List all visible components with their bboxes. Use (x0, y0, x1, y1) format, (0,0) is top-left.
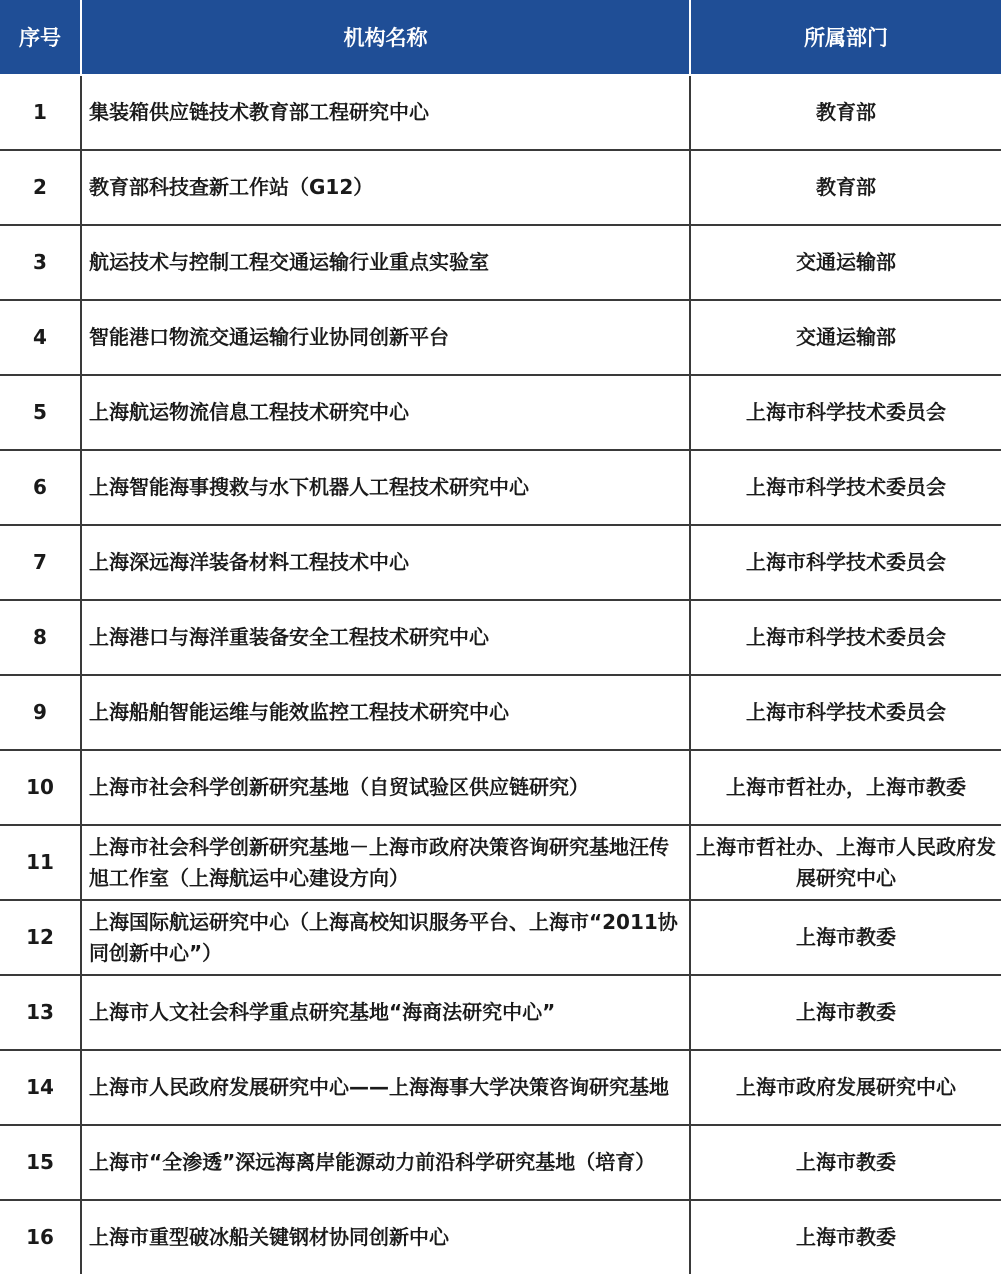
table-body (0, 75, 1001, 1274)
row-institution-name: 航运技术与控制工程交通运输行业重点实验室 (81, 225, 690, 300)
table-row (0, 150, 1001, 225)
row-seq: 4 (0, 300, 81, 375)
row-department: 上海市教委 (690, 1125, 1001, 1200)
row-institution-name: 上海船舶智能运维与能效监控工程技术研究中心 (81, 675, 690, 750)
table-row (0, 750, 1001, 825)
table-row (0, 975, 1001, 1050)
row-seq: 9 (0, 675, 81, 750)
row-seq: 13 (0, 975, 81, 1050)
table-row (0, 225, 1001, 300)
row-institution-name: 上海市人民政府发展研究中心——上海海事大学决策咨询研究基地 (81, 1050, 690, 1125)
row-department: 上海市科学技术委员会 (690, 600, 1001, 675)
table-header (0, 0, 1001, 75)
row-institution-name: 集装箱供应链技术教育部工程研究中心 (81, 75, 690, 150)
table-row (0, 1125, 1001, 1200)
table-row (0, 1050, 1001, 1125)
row-department: 上海市科学技术委员会 (690, 375, 1001, 450)
row-seq: 2 (0, 150, 81, 225)
row-institution-name: 上海港口与海洋重装备安全工程技术研究中心 (81, 600, 690, 675)
table-row (0, 900, 1001, 975)
row-department: 上海市哲社办，上海市教委 (690, 750, 1001, 825)
row-institution-name: 上海市社会科学创新研究基地－上海市政府决策咨询研究基地汪传旭工作室（上海航运中心建设方向） (81, 825, 690, 900)
row-department: 交通运输部 (690, 300, 1001, 375)
row-institution-name: 上海国际航运研究中心（上海高校知识服务平台、上海市“2011协同创新中心”） (81, 900, 690, 975)
row-institution-name: 上海市“全渗透”深远海离岸能源动力前沿科学研究基地（培育） (81, 1125, 690, 1200)
row-institution-name: 教育部科技查新工作站（G12） (81, 150, 690, 225)
row-department: 上海市科学技术委员会 (690, 675, 1001, 750)
row-department: 教育部 (690, 150, 1001, 225)
table-row (0, 450, 1001, 525)
row-department: 上海市教委 (690, 900, 1001, 975)
row-department: 上海市教委 (690, 975, 1001, 1050)
row-institution-name: 上海市重型破冰船关键钢材协同创新中心 (81, 1200, 690, 1274)
row-seq: 16 (0, 1200, 81, 1274)
row-seq: 7 (0, 525, 81, 600)
row-seq: 12 (0, 900, 81, 975)
row-seq: 3 (0, 225, 81, 300)
row-department: 上海市教委 (690, 1200, 1001, 1274)
row-department: 上海市科学技术委员会 (690, 450, 1001, 525)
row-department: 上海市哲社办、上海市人民政府发展研究中心 (690, 825, 1001, 900)
row-institution-name: 上海航运物流信息工程技术研究中心 (81, 375, 690, 450)
header-seq: 序号 (0, 0, 81, 75)
row-seq: 10 (0, 750, 81, 825)
row-institution-name: 上海市人文社会科学重点研究基地“海商法研究中心” (81, 975, 690, 1050)
header-row (0, 0, 1001, 75)
row-seq: 11 (0, 825, 81, 900)
row-institution-name: 上海智能海事搜救与水下机器人工程技术研究中心 (81, 450, 690, 525)
table-row (0, 75, 1001, 150)
row-department: 上海市科学技术委员会 (690, 525, 1001, 600)
row-department: 上海市政府发展研究中心 (690, 1050, 1001, 1125)
row-institution-name: 智能港口物流交通运输行业协同创新平台 (81, 300, 690, 375)
header-dept: 所属部门 (690, 0, 1001, 75)
table-row (0, 375, 1001, 450)
row-institution-name: 上海市社会科学创新研究基地（自贸试验区供应链研究） (81, 750, 690, 825)
table-row (0, 825, 1001, 900)
row-seq: 8 (0, 600, 81, 675)
row-seq: 14 (0, 1050, 81, 1125)
row-institution-name: 上海深远海洋装备材料工程技术中心 (81, 525, 690, 600)
row-department: 交通运输部 (690, 225, 1001, 300)
table-row (0, 1200, 1001, 1274)
row-department: 教育部 (690, 75, 1001, 150)
header-name: 机构名称 (81, 0, 690, 75)
row-seq: 5 (0, 375, 81, 450)
table-row (0, 525, 1001, 600)
table-row (0, 300, 1001, 375)
table-row (0, 600, 1001, 675)
row-seq: 6 (0, 450, 81, 525)
row-seq: 15 (0, 1125, 81, 1200)
row-seq: 1 (0, 75, 81, 150)
table-row (0, 675, 1001, 750)
